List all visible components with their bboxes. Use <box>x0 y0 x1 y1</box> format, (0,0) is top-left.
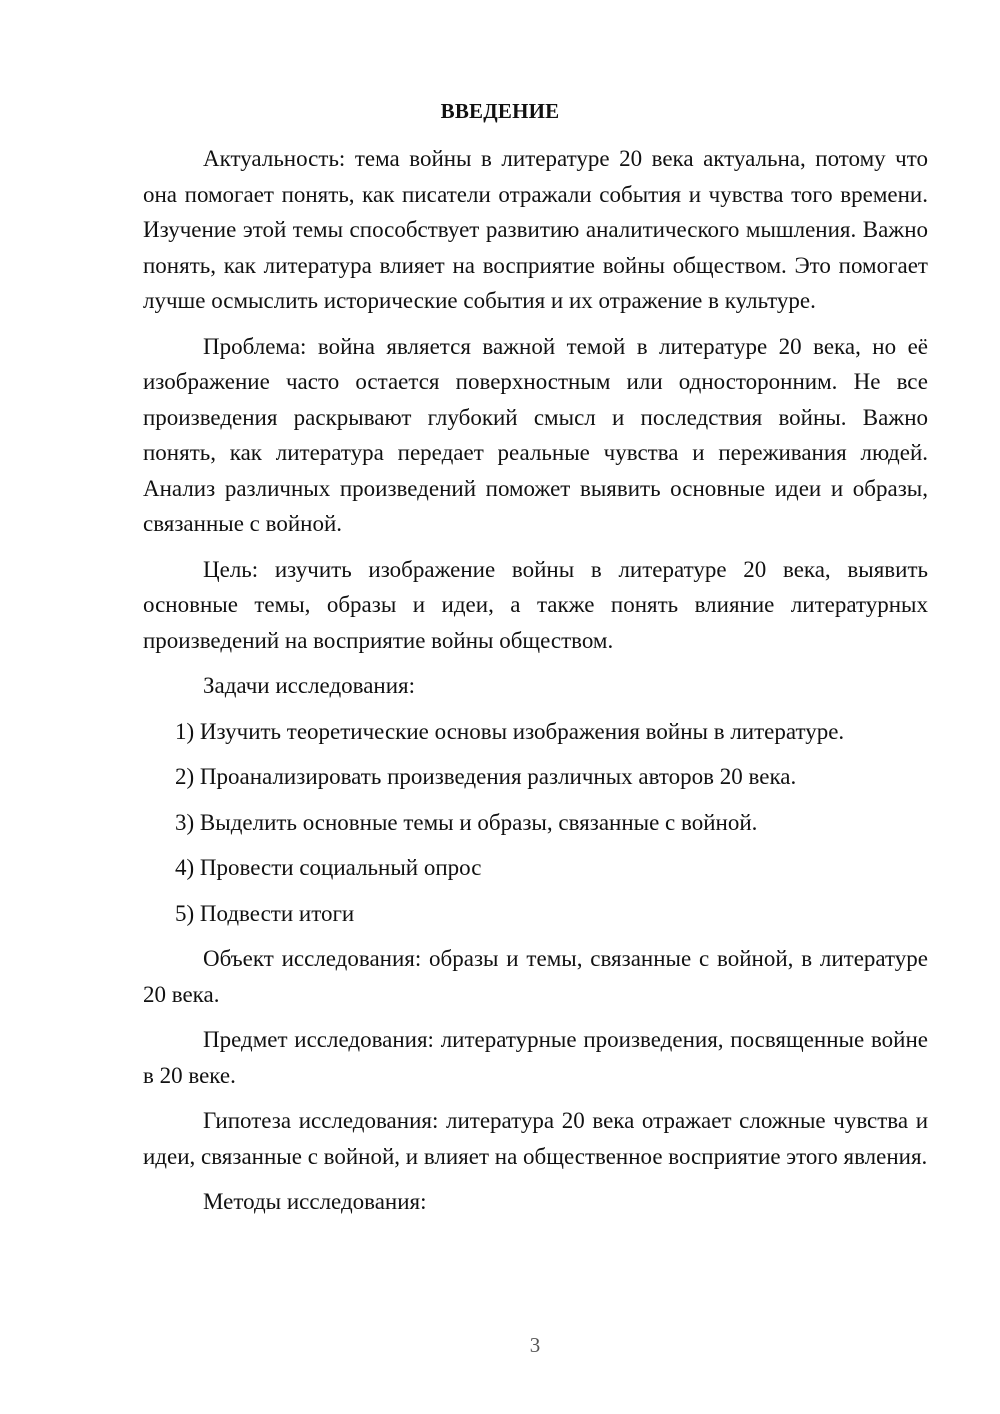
page-number: 3 <box>529 1333 541 1357</box>
document-body <box>143 141 928 1220</box>
task-item-4: 4) Провести социальный опрос <box>175 855 482 880</box>
object-paragraph: Объект исследования: образы и темы, связанные с войной, в литературе 20 века. <box>143 946 928 1007</box>
task-item-1: 1) Изучить теоретические основы изображения войны в литературе. <box>175 718 845 744</box>
hypothesis-paragraph: Гипотеза исследования: литература 20 века отражает сложные чувства и идеи, связанные с войной, и влияет на общественное восприятие этого явления. <box>143 1108 928 1169</box>
task-item-2: 2) Проанализировать произведения различных авторов 20 века. <box>175 764 797 789</box>
relevance-paragraph: Актуальность: тема войны в литературе 20 века актуальна, потому что она помогает понять, как писатели отражали события и чувства того времени. Изучение этой темы способствует развитию аналитического мышления. Важно понять, как литература влияет на восприятие войны обществом. Это помогает лучше осмыслить исторические события и их отражение в культуре. <box>143 146 928 313</box>
task-item-3: 3) Выделить основные темы и образы, связанные с войной. <box>175 809 758 835</box>
tasks-heading: Задачи исследования: <box>203 673 416 698</box>
task-item-5: 5) Подвести итоги <box>175 900 355 926</box>
methods-heading: Методы исследования: <box>203 1189 427 1214</box>
subject-paragraph: Предмет исследования: литературные произведения, посвященные войне в 20 веке. <box>143 1027 928 1088</box>
page-title: ВВЕДЕНИЕ <box>440 99 560 123</box>
problem-paragraph: Проблема: война является важной темой в литературе 20 века, но её изображение часто остается поверхностным или односторонним. Не все произведения раскрывают глубокий смысл и последствия войны. Важно понять, как литература передает реальные чувства и переживания людей. Анализ различных произведений поможет выявить основные идеи и образы, связанные с войной. <box>143 333 928 536</box>
goal-paragraph: Цель: изучить изображение войны в литературе 20 века, выявить основные темы, образы и идеи, а также понять влияние литературных произведений на восприятие войны обществом. <box>143 556 928 653</box>
